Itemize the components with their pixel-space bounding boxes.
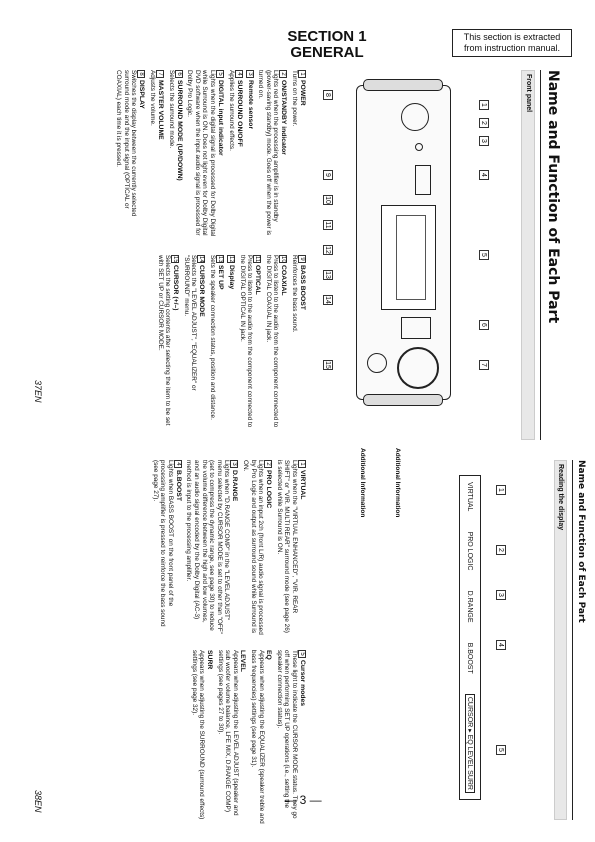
standby-led [415,143,423,151]
callout-3: 3 [479,136,489,146]
panel-left-foot [363,79,443,91]
right-page-number: 38EN [33,790,43,813]
left-items-col2 [153,255,306,430]
list-item: 12Display [228,256,236,290]
list-item: LEVEL Appears when adjusting the LEVEL ADJUST (speaker and sub woofer volume balance, LFE MIX, D.RANGE COMP) settings (see pages 27 to 30). [216,650,247,816]
list-item: 4B.BOOST Lights when BASS BOOST on the front panel of the processing amplifier is pressed to reinforce the bass sound (see page 27). [151,460,182,627]
callout-8: 8 [323,90,333,100]
master-volume-knob [397,347,439,389]
list-item: 4SURROUND ON/OFF Applies the surround effects. [227,70,243,151]
list-item: 6SURROUND MODE (UP/DOWN) Selects the surround mode. [167,70,183,181]
callout-14: 14 [324,296,331,304]
extract-note: This section is extracted from instruction manual. [452,29,572,57]
list-item: 10COAXIAL Press to listen to the audio from the component connected to the DIGITAL COAXIAL IN jack. [264,255,288,428]
callout-5: 5 [479,250,489,260]
rotated-manual-spread [16,60,591,830]
reading-display-bar: Reading the display [554,460,567,820]
callout-9: 9 [323,170,333,180]
display-callout-2: 2 [496,545,506,555]
callout-13: 13 [324,271,331,279]
list-item: 2ON/STANDBY indicator Lights red when the processing amplifier is in standby (power-saving standby) mode. Goes off when the power is turned on. [257,70,288,236]
display-virtual: VIRTUAL [466,482,474,512]
display-b-boost: B.BOOST [466,642,474,674]
list-item: 2PRO LOGIC Lights when an input 2ch (front L/R) audio signal is processed by Pro Logic and output as surround sound while Surround is ON. [242,460,273,635]
page-number: — 3 — [284,793,322,807]
callout-2: 2 [479,118,489,128]
list-item: 3Remote sensor [246,70,254,240]
list-item: 11OPTICAL Press to listen to the audio from the component connected to the DIGITAL OPTICAL IN jack. [238,255,262,428]
callout-6: 6 [479,320,489,330]
display-cursor-modes: CURSOR ▸ EQ LEVEL SURR [465,694,475,793]
mode-buttons [401,317,431,339]
section-title [272,29,382,61]
callout-7: 7 [479,360,489,370]
left-page-number: 37EN [33,380,43,403]
list-item: 5Cursor modes These light to indicate the CURSOR MODE status. They go off when performing SET UP operations (i.e., setting the speaker connection status). [275,650,306,819]
display-callout-5: 5 [496,745,506,755]
display-callout-1: 1 [496,485,506,495]
list-item: 1POWER Turns on the power. [291,70,306,127]
list-item: EQ Appears when adjusting the EQUALIZER (speaker treble and bass frequencies) settings (see page 31). [250,650,273,824]
list-item: 9BASS BOOST Reinforces the bass sound. [291,255,306,333]
left-items-col1 [112,70,306,240]
callout-15: 15 [324,361,331,369]
right-title-rule [572,460,573,820]
right-page [16,460,591,830]
list-item: 1VIRTUAL Lights when the "VIRTUAL ENHANCED", "VIR. REAR SHIFT" or "VIR. MULTI REAR" surround mode (see page 26) is selected while Surround is ON. [275,460,306,633]
list-item: 5DIGITAL input indicator Lights when the digital signal is processed for Dolby Digital while Surround is ON. Does not light even for Dolby Digital DVD software when the input audio signal is processed for Dolby Pro Logic. [186,70,225,237]
left-title-rule [540,70,541,440]
left-page [16,60,591,445]
power-knob [401,103,429,131]
right-items-col1 [148,460,306,635]
panel-display-inner [396,215,426,300]
display-button [367,353,387,373]
display-d-range: D.RANGE [466,590,474,623]
right-page-title: Name and Function of Each Part [576,460,586,623]
callout-1: 1 [479,100,489,110]
left-page-title: Name and Function of Each Part [545,70,561,324]
list-item: 3D.RANGE Lights when "D.RANGE COMP" in the "LEVEL ADJUST" menu selected by CURSOR MODE is set to other than "OFF" (set to compress the dynamic range, see page 30) to reduce the volume difference between the high and low volumes, and an audio signal encoded by the Dolby Digital (AC-3) method is input to the processing amplifier. [185,460,239,634]
section-name: GENERAL [290,44,364,61]
callout-12: 12 [324,246,331,254]
display-panel [459,475,481,800]
display-callout-4: 4 [496,640,506,650]
additional-info-tab-1: Additional Information [394,448,401,518]
section-number: SECTION 1 [287,28,367,45]
list-item: 14CURSOR MODE Selects the "LEVEL ADJUST", "EQUALIZER" or "SURROUND" menu. [182,255,206,391]
surround-buttons [415,165,431,195]
callout-10: 10 [324,196,331,204]
display-callout-3: 3 [496,590,506,600]
list-item: SURR Appears when adjusting the SURROUND (surround effects) settings (see page 32). [190,650,214,820]
front-panel-diagram [336,85,471,400]
additional-info-tab-2: Additional Information [359,448,366,518]
display-pro-logic: PRO LOGIC [466,531,474,571]
panel-right-foot [363,394,443,406]
callout-4: 4 [479,170,489,180]
callout-11: 11 [324,221,331,229]
front-panel-bar: Front panel [521,70,535,440]
list-item: 15CURSOR (+/–) Selects the setting contents after selecting the item to be set with SET UP or CURSOR MODE. [156,255,180,426]
list-item: 13SET UP Sets the speaker connection status, position and distance. [209,255,225,420]
list-item: 7MASTER VOLUME Adjusts the volume. [149,70,165,140]
list-item: 8DISPLAY Switches the display between the currently selected surround mode and the input signal (OPTICAL or COAXIAL) each time it is pressed. [115,70,146,217]
